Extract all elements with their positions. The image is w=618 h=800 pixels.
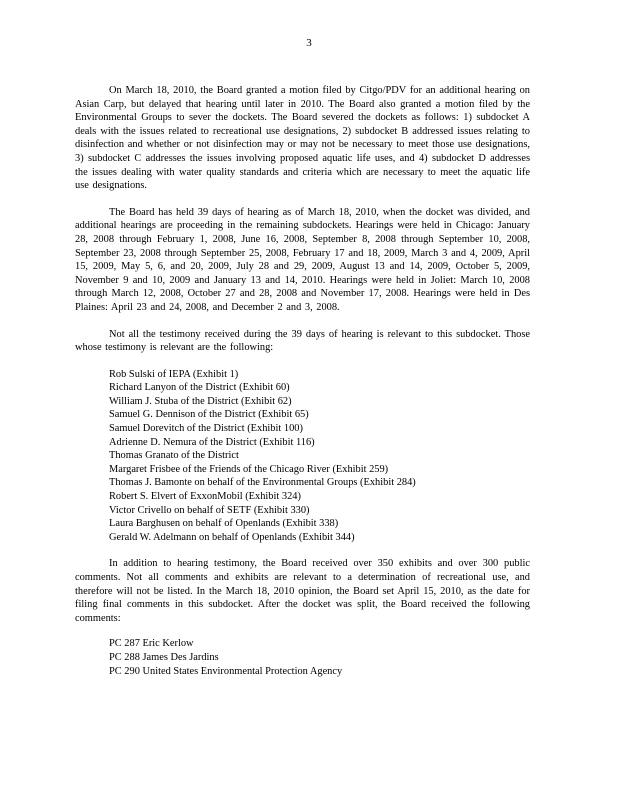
- list-item: Thomas J. Bamonte on behalf of the Environmental Groups (Exhibit 284): [109, 477, 416, 489]
- list-item: Rob Sulski of IEPA (Exhibit 1): [109, 368, 239, 380]
- list-item: PC 290 United States Environmental Protection Agency: [109, 665, 343, 677]
- list-item: PC 287 Eric Kerlow: [109, 638, 194, 650]
- list-item: Gerald W. Adelmann on behalf of Openlands (Exhibit 344): [109, 531, 355, 543]
- paragraph-testimony-intro: Not all the testimony received during the 39 days of hearing is relevant to this subdocket. Those whose testimony is relevant are the following:: [75, 328, 530, 354]
- list-item: William J. Stuba of the District (Exhibit 62): [109, 395, 292, 407]
- paragraph-board-actions: On March 18, 2010, the Board granted a motion filed by Citgo/PDV for an additional hearing on Asian Carp, but delayed that hearing until later in 2010. The Board also granted a motion filed by the Environmental Groups to sever the dockets. The Board severed the dockets as follows: 1) subdocket A deals with the issues related to recreational use designations, 2) subdocket B addressed issues relating to disinfection and whether or not disinfection may or may not be necessary to meet those use designations, 3) subdocket C addresses the issues involving proposed aquatic life uses, and 4) subdocket D addresses the issues dealing with water quality standards and criteria which are necessary to meet the aquatic life use designations.: [75, 85, 530, 192]
- list-item: Victor Crivello on behalf of SETF (Exhibit 330): [109, 504, 310, 516]
- list-item: PC 288 James Des Jardins: [109, 651, 219, 663]
- list-item: Laura Barghusen on behalf of Openlands (Exhibit 338): [109, 518, 339, 530]
- list-item: Richard Lanyon of the District (Exhibit 60): [109, 382, 290, 394]
- list-item: Robert S. Elvert of ExxonMobil (Exhibit 324): [109, 491, 301, 503]
- comment-list: [75, 637, 530, 678]
- list-item: Samuel Dorevitch of the District (Exhibit 100): [109, 423, 303, 435]
- list-item: Thomas Granato of the District: [109, 450, 239, 462]
- document-body: [75, 84, 530, 691]
- page-number: 3: [306, 37, 312, 49]
- witness-list: [75, 368, 530, 545]
- list-item: Adrienne D. Nemura of the District (Exhibit 116): [109, 436, 315, 448]
- list-item: Samuel G. Dennison of the District (Exhibit 65): [109, 409, 309, 421]
- list-item: Margaret Frisbee of the Friends of the Chicago River (Exhibit 259): [109, 463, 389, 475]
- paragraph-hearing-dates: The Board has held 39 days of hearing as of March 18, 2010, when the docket was divided, and additional hearings are proceeding in the remaining subdockets. Hearings were held in Chicago: January 28, 2008 through February 1, 2008, June 16, 2008, September 8, 2008 through September 10, 2008, September 23, 2008 through September 25, 2008, February 17 and 18, 2009, March 3 and 4, 2009, April 15, 2009, May 5, 6, and 20, 2009, July 28 and 29, 2009, August 13 and 14, 2009, October 5, 2009, November 9 and 10, 2009 and January 13 and 14, 2010. Hearings were held in Joliet: March 10, 2008 through March 12, 2008, October 27 and 28, 2008 and November 17, 2008. Hearings were held in Des Plaines: April 23 and 24, 2008, and December 2 and 3, 2008.: [75, 206, 530, 313]
- paragraph-exhibits-comments: In addition to hearing testimony, the Board received over 350 exhibits and over 300 public comments. Not all comments and exhibits are relevant to a determination of recreational use, and therefore will not be listed. In the March 18, 2010 opinion, the Board set April 15, 2010, as the date for filing final comments in this subdocket. After the docket was split, the Board received the following comments:: [75, 558, 530, 624]
